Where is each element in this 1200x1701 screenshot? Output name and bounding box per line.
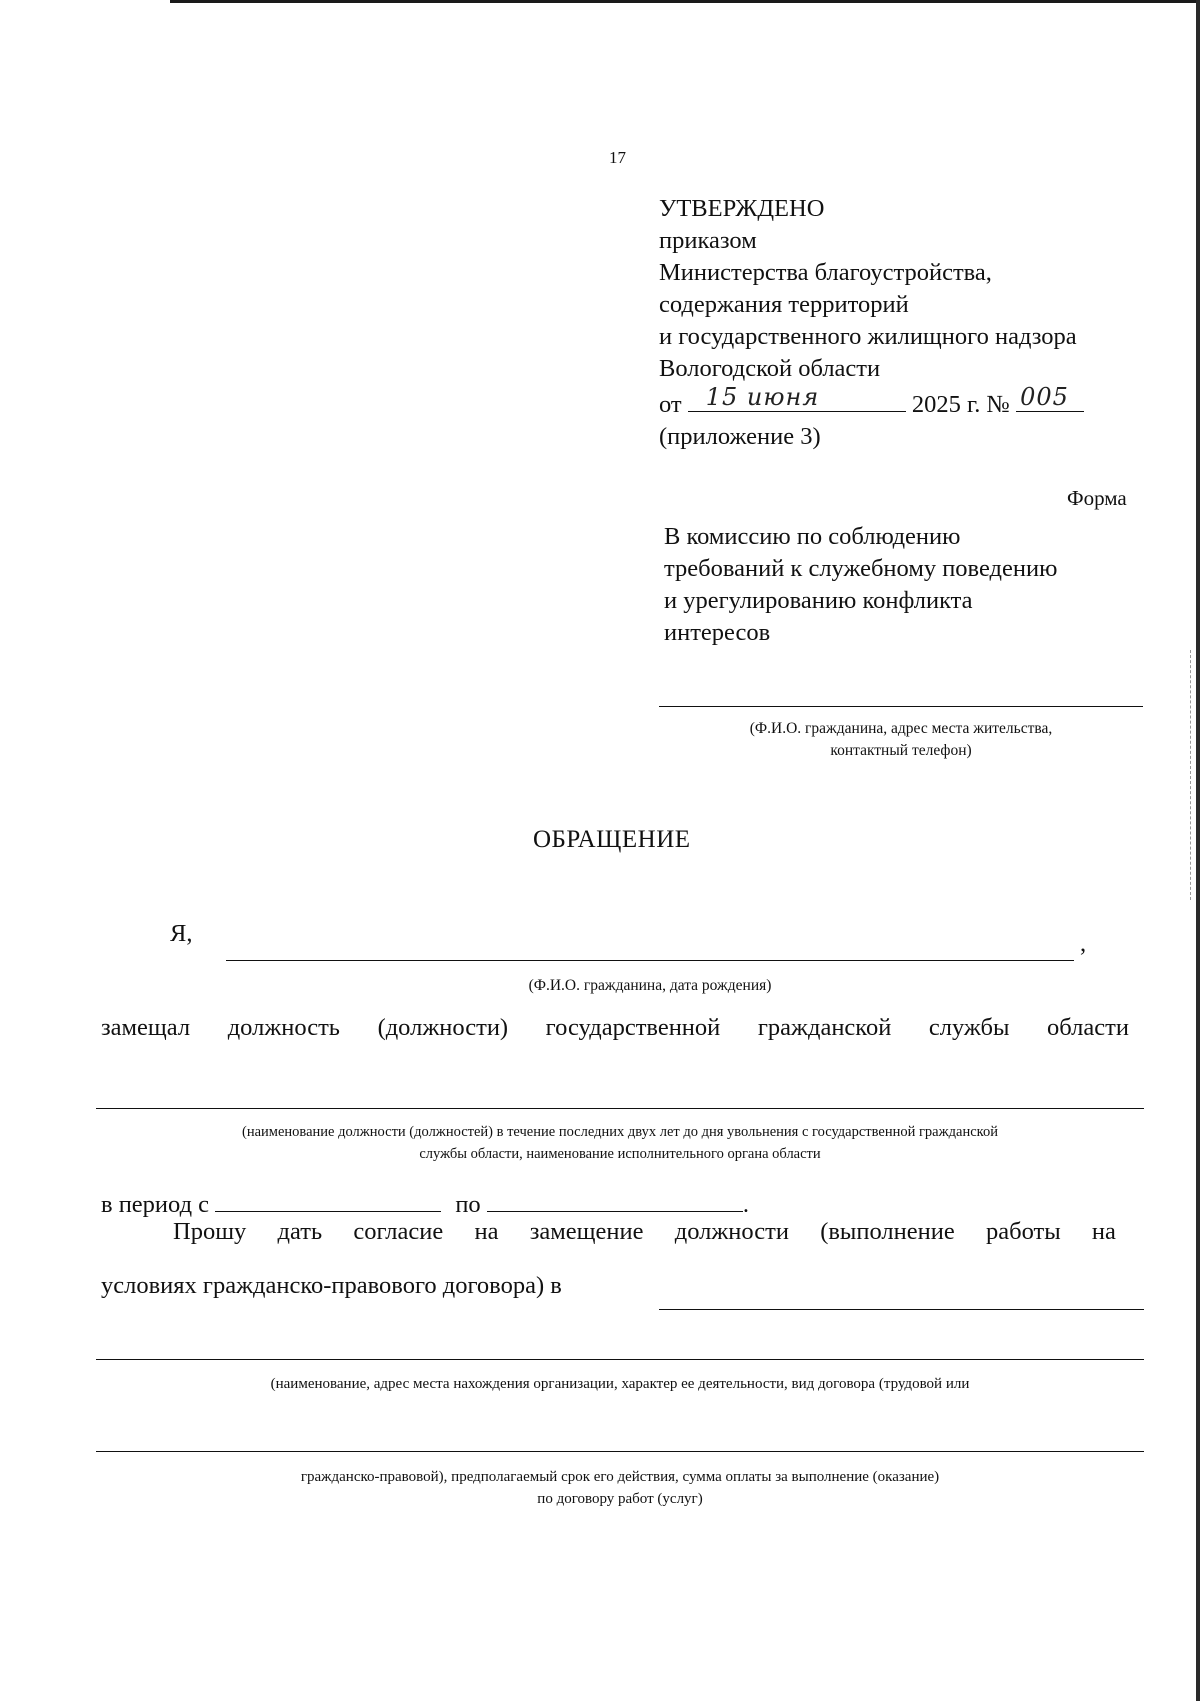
period-to-label: по	[455, 1191, 481, 1218]
approval-heading: УТВЕРЖДЕНО	[659, 195, 825, 222]
word: гражданской	[757, 1014, 892, 1041]
position-field[interactable]	[96, 1108, 1144, 1109]
date-field	[688, 385, 906, 412]
approval-line: приказом	[659, 227, 757, 254]
date-prefix: от	[659, 391, 682, 418]
caption-line: по договору работ (услуг)	[537, 1491, 703, 1507]
addressee-line: и урегулированию конфликта	[664, 587, 973, 614]
approval-line: содержания территорий	[659, 291, 909, 318]
addressee-block	[664, 521, 1057, 649]
addressee-line: интересов	[664, 619, 771, 646]
word: (выполнение	[820, 1218, 955, 1245]
word: должности	[674, 1218, 789, 1245]
word: службы	[928, 1014, 1010, 1041]
word: должность	[227, 1014, 340, 1041]
addressee-line: требований к служебному поведению	[664, 555, 1058, 582]
caption-line: службы области, наименование исполнительного органа области	[419, 1146, 821, 1162]
request-line-2: условиях гражданско-правового договора) в	[101, 1272, 562, 1299]
word: Прошу	[173, 1218, 247, 1245]
organization-field-2[interactable]	[96, 1359, 1144, 1360]
number-field	[1016, 385, 1084, 412]
period-from-label: в период с	[101, 1191, 210, 1218]
word: на	[474, 1218, 499, 1245]
applicant-caption	[659, 718, 1143, 762]
caption-line: (наименование должности (должностей) в течение последних двух лет до дня увольнения с государственной гражданской	[242, 1124, 998, 1140]
word: согласие	[353, 1218, 444, 1245]
i-label: Я,	[170, 920, 193, 947]
year-number-label: 2025 г. №	[911, 391, 1010, 418]
word: государственной	[545, 1014, 721, 1041]
scan-edge-top	[170, 0, 1200, 3]
page-number: 17	[609, 148, 626, 167]
word: дать	[277, 1218, 323, 1245]
approval-appendix: (приложение 3)	[659, 423, 821, 450]
handwritten-number: 005	[1020, 383, 1069, 411]
held-position-line	[101, 1014, 1129, 1042]
word: замещение	[529, 1218, 644, 1245]
word: (должности)	[377, 1014, 509, 1041]
applicant-field[interactable]	[659, 706, 1143, 707]
period-end: .	[742, 1191, 749, 1218]
approval-line: Вологодской области	[659, 355, 881, 382]
position-caption	[96, 1121, 1144, 1165]
word: на	[1091, 1218, 1116, 1245]
period-from-field[interactable]	[215, 1189, 441, 1212]
scan-edge-marks	[1190, 650, 1192, 900]
caption-line: контактный телефон)	[830, 742, 972, 759]
contract-field[interactable]	[96, 1451, 1144, 1452]
scan-edge-right	[1196, 0, 1200, 1701]
document-title: ОБРАЩЕНИЕ	[533, 826, 691, 853]
addressee-line: В комиссию по соблюдению	[664, 523, 961, 550]
period-line	[101, 1189, 749, 1219]
word: области	[1047, 1014, 1129, 1041]
request-line	[173, 1218, 1116, 1246]
approval-block	[659, 193, 1084, 453]
handwritten-date: 15 июня	[705, 383, 820, 411]
fio-field[interactable]	[226, 960, 1074, 961]
caption-line: гражданско-правовой), предполагаемый срок его действия, сумма оплаты за выполнение (оказание)	[300, 1469, 940, 1485]
organization-field[interactable]	[659, 1309, 1144, 1310]
approval-line: Министерства благоустройства,	[659, 259, 992, 286]
comma: ,	[1080, 930, 1087, 957]
word: замещал	[101, 1014, 191, 1041]
form-label: Форма	[1067, 486, 1127, 510]
approval-line: и государственного жилищного надзора	[659, 323, 1077, 350]
caption-line: (Ф.И.О. гражданина, адрес места жительства,	[749, 720, 1053, 737]
approval-date-line	[659, 385, 1084, 421]
period-to-field[interactable]	[487, 1189, 743, 1212]
word: работы	[985, 1218, 1061, 1245]
organization-caption: (наименование, адрес места нахождения организации, характер ее деятельности, вид договора (трудовой или	[270, 1376, 970, 1392]
contract-caption	[96, 1466, 1144, 1510]
fio-caption: (Ф.И.О. гражданина, дата рождения)	[528, 977, 772, 994]
